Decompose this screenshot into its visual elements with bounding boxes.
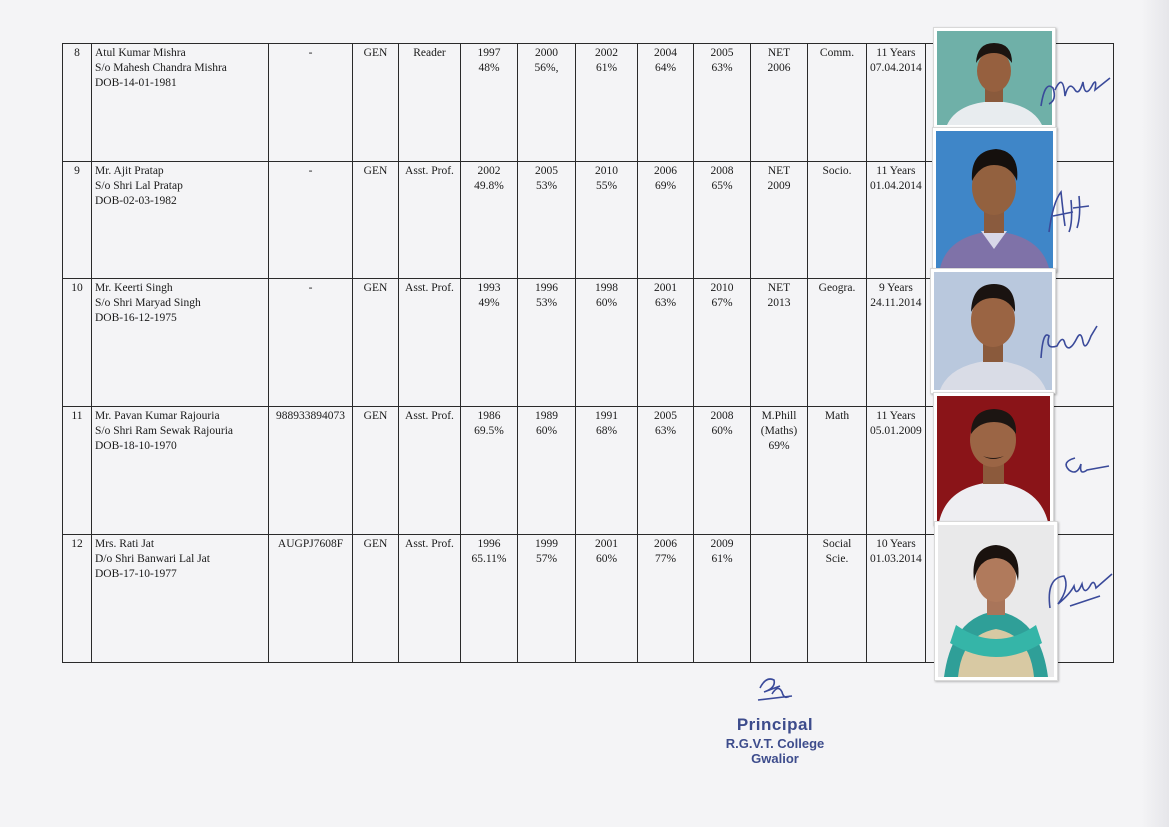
serial-number-cell	[63, 162, 92, 279]
staff-photo	[932, 127, 1057, 272]
post-post: Reader	[413, 47, 446, 59]
qualification-2-q2-pct: 60%	[535, 425, 558, 437]
qualification-5-q5-year: 2008	[710, 165, 734, 177]
experience-join-date: 05.01.2009	[870, 425, 922, 437]
serial-number-sno: 11	[71, 410, 83, 422]
qualification-4-q4-pct: 63%	[654, 297, 677, 309]
category-category: GEN	[363, 410, 388, 422]
name-dob: DOB-18-10-1970	[95, 440, 177, 452]
staff-photo	[933, 392, 1054, 526]
name-cell	[92, 162, 269, 279]
category-category: GEN	[363, 47, 388, 59]
signature-pavan	[1055, 448, 1115, 488]
qualification-1-q1-year: 1997	[477, 47, 501, 59]
additional-qualification-cell	[751, 535, 808, 663]
name-dob: DOB-16-12-1975	[95, 312, 177, 324]
subject-subject-line1: Geogra.	[818, 282, 856, 294]
qualification-5-q5-pct: 65%	[711, 180, 733, 192]
id-number-id: -	[308, 47, 313, 59]
qualification-2-cell	[518, 279, 576, 407]
qualification-2-q2-year: 2005	[535, 165, 558, 177]
subject-subject-line1: Comm.	[819, 47, 855, 59]
subject-subject-line1: Socio.	[822, 165, 852, 177]
qualification-3-cell	[576, 279, 638, 407]
id-number-cell	[269, 44, 353, 162]
id-number-id: -	[308, 282, 313, 294]
qualification-4-q4-year: 2004	[654, 47, 677, 59]
id-number-cell	[269, 279, 353, 407]
qualification-2-q2-year: 1996	[535, 282, 558, 294]
subject-subject-line1: Social	[822, 538, 852, 550]
qualification-4-q4-year: 2006	[654, 165, 677, 177]
name-dob: DOB-14-01-1981	[95, 77, 177, 89]
category-cell	[353, 279, 399, 407]
qualification-1-cell	[461, 279, 518, 407]
name-parent: S/o Shri Maryad Singh	[95, 297, 201, 309]
qualification-4-q4-year: 2001	[654, 282, 677, 294]
post-cell	[399, 279, 461, 407]
category-category: GEN	[363, 282, 388, 294]
post-post: Asst. Prof.	[405, 282, 454, 294]
additional-qualification-cell	[751, 162, 808, 279]
qualification-4-cell	[638, 162, 694, 279]
name-dob: DOB-17-10-1977	[95, 568, 177, 580]
qualification-4-cell	[638, 535, 694, 663]
experience-join-date: 01.04.2014	[870, 180, 922, 192]
qualification-4-cell	[638, 407, 694, 535]
qualification-5-q5-year: 2005	[710, 47, 734, 59]
qualification-4-q4-year: 2006	[654, 538, 677, 550]
qualification-4-cell	[638, 279, 694, 407]
serial-number-sno: 12	[71, 538, 83, 550]
qualification-3-q3-year: 1991	[595, 410, 618, 422]
qualification-4-q4-pct: 64%	[654, 62, 677, 74]
qualification-3-cell	[576, 44, 638, 162]
post-post: Asst. Prof.	[405, 165, 454, 177]
qualification-4-q4-pct: 77%	[654, 553, 677, 565]
experience-join-date: 07.04.2014	[870, 62, 922, 74]
experience-exp-years: 9 Years	[878, 282, 913, 294]
additional-qualification-extra-line2: (Maths)	[760, 425, 798, 437]
qualification-1-cell	[461, 162, 518, 279]
name-cell	[92, 407, 269, 535]
experience-exp-years: 11 Years	[876, 165, 916, 177]
stamp-city: Gwalior	[751, 751, 799, 766]
signature-ajit	[1043, 182, 1103, 242]
experience-exp-years: 11 Years	[876, 47, 916, 59]
category-category: GEN	[363, 538, 388, 550]
qualification-5-q5-year: 2010	[710, 282, 734, 294]
stamp-title: Principal	[736, 715, 814, 734]
qualification-3-q3-pct: 55%	[595, 180, 618, 192]
qualification-5-q5-pct: 61%	[711, 553, 733, 565]
qualification-1-q1-year: 1986	[477, 410, 501, 422]
qualification-1-q1-pct: 48%	[478, 62, 500, 74]
experience-cell	[867, 44, 926, 162]
name-name: Mr. Keerti Singh	[95, 282, 173, 294]
category-cell	[353, 535, 399, 663]
additional-qualification-cell	[751, 279, 808, 407]
stamp-college: R.G.V.T. College	[725, 736, 825, 751]
name-cell	[92, 44, 269, 162]
serial-number-sno: 10	[71, 282, 83, 294]
signature-keerti	[1033, 316, 1103, 366]
subject-cell	[808, 407, 867, 535]
qualification-1-cell	[461, 535, 518, 663]
qualification-4-q4-pct: 63%	[654, 425, 677, 437]
qualification-3-cell	[576, 162, 638, 279]
name-parent: S/o Shri Ram Sewak Rajouria	[95, 425, 233, 437]
qualification-2-q2-year: 2000	[535, 47, 558, 59]
serial-number-cell	[63, 407, 92, 535]
name-name: Mr. Ajit Pratap	[95, 165, 164, 177]
qualification-3-q3-pct: 60%	[595, 297, 618, 309]
category-category: GEN	[363, 165, 388, 177]
qualification-3-q3-year: 1998	[595, 282, 618, 294]
post-post: Asst. Prof.	[405, 538, 454, 550]
qualification-5-cell	[694, 407, 751, 535]
id-number-cell	[269, 535, 353, 663]
post-cell	[399, 44, 461, 162]
post-cell	[399, 162, 461, 279]
qualification-3-q3-year: 2010	[595, 165, 618, 177]
qualification-1-q1-pct: 49.8%	[474, 180, 504, 192]
name-dob: DOB-02-03-1982	[95, 195, 177, 207]
subject-cell	[808, 162, 867, 279]
id-number-cell	[269, 162, 353, 279]
name-name: Atul Kumar Mishra	[95, 47, 186, 59]
serial-number-cell	[63, 44, 92, 162]
qualification-2-q2-year: 1999	[535, 538, 558, 550]
qualification-3-cell	[576, 407, 638, 535]
serial-number-cell	[63, 279, 92, 407]
qualification-3-q3-pct: 60%	[595, 553, 618, 565]
additional-qualification-extra-line2: 2009	[767, 180, 791, 192]
id-number-id: AUGPJ7608F	[277, 538, 344, 550]
additional-qualification-extra-line1: NET	[767, 282, 791, 294]
qualification-5-cell	[694, 279, 751, 407]
qualification-3-cell	[576, 535, 638, 663]
name-parent: S/o Mahesh Chandra Mishra	[95, 62, 227, 74]
qualification-1-cell	[461, 407, 518, 535]
id-number-cell	[269, 407, 353, 535]
qualification-1-q1-year: 1996	[477, 538, 501, 550]
qualification-5-cell	[694, 535, 751, 663]
additional-qualification-cell	[751, 44, 808, 162]
name-cell	[92, 279, 269, 407]
additional-qualification-extra-line1: NET	[767, 47, 791, 59]
additional-qualification-extra-line1: M.Phill	[761, 410, 797, 422]
signature-atul	[1035, 60, 1115, 120]
qualification-3-q3-year: 2001	[595, 538, 618, 550]
id-number-id: -	[308, 165, 313, 177]
additional-qualification-cell	[751, 407, 808, 535]
principal-signature	[752, 670, 798, 710]
post-cell	[399, 535, 461, 663]
experience-cell	[867, 407, 926, 535]
name-name: Mrs. Rati Jat	[95, 538, 155, 550]
qualification-5-cell	[694, 44, 751, 162]
post-post: Asst. Prof.	[405, 410, 454, 422]
experience-join-date: 24.11.2014	[870, 297, 922, 309]
signature-rati	[1040, 558, 1116, 618]
category-cell	[353, 162, 399, 279]
name-parent: S/o Shri Lal Pratap	[95, 180, 183, 192]
qualification-1-cell	[461, 44, 518, 162]
principal-stamp	[700, 715, 850, 766]
qualification-2-q2-pct: 53%	[535, 297, 558, 309]
category-cell	[353, 44, 399, 162]
qualification-1-q1-pct: 65.11%	[471, 553, 507, 565]
subject-cell	[808, 44, 867, 162]
name-parent: D/o Shri Banwari Lal Jat	[95, 553, 210, 565]
additional-qualification-extra-line2: 2013	[767, 297, 791, 309]
qualification-3-q3-pct: 68%	[595, 425, 618, 437]
subject-subject-line2: Scie.	[825, 553, 849, 565]
subject-cell	[808, 279, 867, 407]
subject-subject-line1: Math	[824, 410, 850, 422]
serial-number-sno: 8	[74, 47, 80, 59]
qualification-5-cell	[694, 162, 751, 279]
qualification-5-q5-pct: 60%	[711, 425, 733, 437]
subject-cell	[808, 535, 867, 663]
qualification-2-q2-pct: 56%,	[534, 62, 559, 74]
qualification-5-q5-pct: 63%	[711, 62, 733, 74]
additional-qualification-extra-line3: 69%	[768, 440, 790, 452]
qualification-2-q2-pct: 57%	[535, 553, 558, 565]
qualification-4-q4-pct: 69%	[654, 180, 677, 192]
serial-number-cell	[63, 535, 92, 663]
serial-number-sno: 9	[74, 165, 80, 177]
qualification-2-cell	[518, 535, 576, 663]
qualification-2-q2-pct: 53%	[535, 180, 558, 192]
qualification-5-q5-pct: 67%	[711, 297, 733, 309]
qualification-1-q1-pct: 49%	[478, 297, 500, 309]
qualification-1-q1-year: 2002	[477, 165, 501, 177]
qualification-1-q1-year: 1993	[477, 282, 501, 294]
experience-cell	[867, 535, 926, 663]
qualification-2-cell	[518, 162, 576, 279]
qualification-5-q5-year: 2009	[710, 538, 734, 550]
experience-exp-years: 11 Years	[876, 410, 916, 422]
experience-cell	[867, 279, 926, 407]
experience-cell	[867, 162, 926, 279]
additional-qualification-extra-line1: NET	[767, 165, 791, 177]
qualification-5-q5-year: 2008	[710, 410, 734, 422]
post-cell	[399, 407, 461, 535]
category-cell	[353, 407, 399, 535]
qualification-2-cell	[518, 44, 576, 162]
experience-join-date: 01.03.2014	[870, 553, 922, 565]
id-number-id: 988933894073	[276, 410, 345, 422]
qualification-4-q4-year: 2005	[654, 410, 677, 422]
name-cell	[92, 535, 269, 663]
qualification-3-q3-year: 2002	[595, 47, 618, 59]
name-name: Mr. Pavan Kumar Rajouria	[95, 410, 220, 422]
qualification-1-q1-pct: 69.5%	[474, 425, 504, 437]
experience-exp-years: 10 Years	[876, 538, 916, 550]
qualification-4-cell	[638, 44, 694, 162]
additional-qualification-extra-line2: 2006	[767, 62, 791, 74]
qualification-2-q2-year: 1989	[535, 410, 558, 422]
qualification-2-cell	[518, 407, 576, 535]
qualification-3-q3-pct: 61%	[595, 62, 618, 74]
